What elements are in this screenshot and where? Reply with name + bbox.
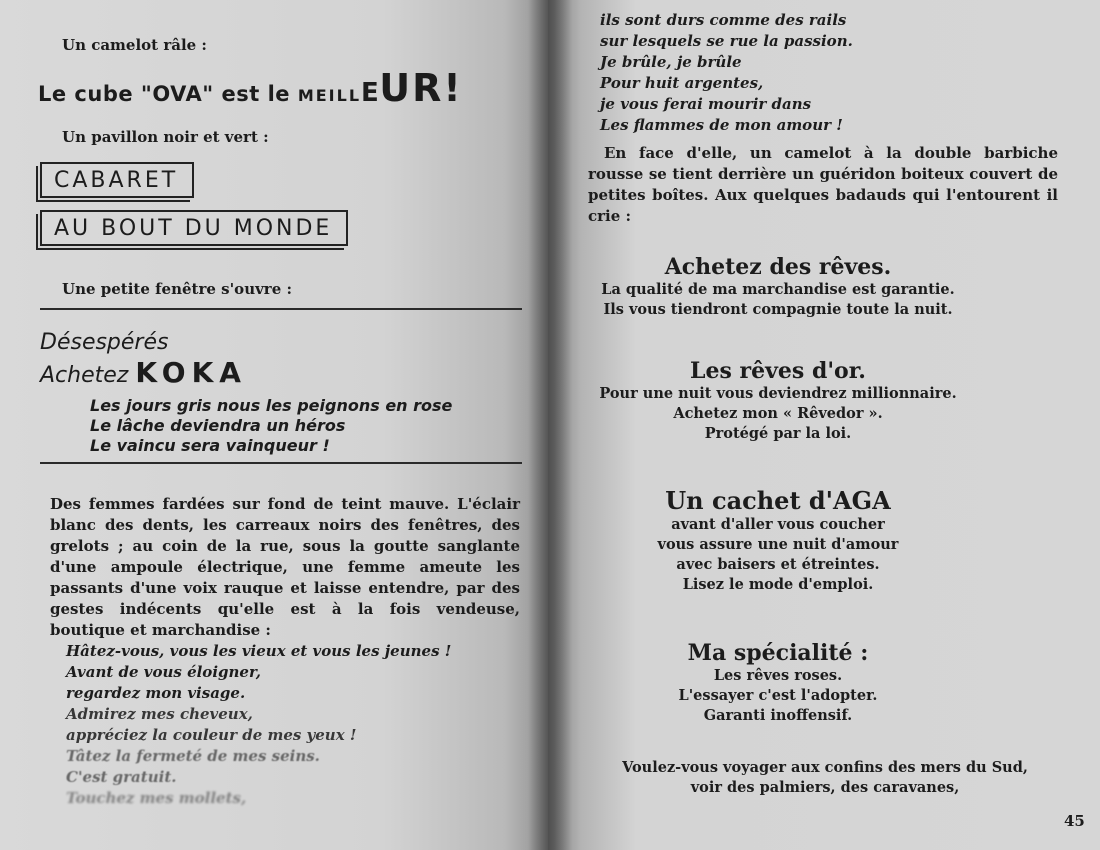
ad-line: avec baisers et étreintes. — [676, 556, 880, 573]
ad-block-gold — [538, 358, 1018, 444]
closing-line: Voulez-vous voyager aux confins des mers du Sud, — [622, 759, 1028, 776]
verse-line: regardez mon visage. — [66, 684, 246, 702]
ad-line: Les rêves roses. — [713, 667, 843, 684]
verses-right — [600, 10, 853, 136]
verses-left — [66, 641, 451, 809]
koka-brand: KOKA — [135, 356, 247, 389]
closing-line: voir des palmiers, des caravanes, — [690, 779, 960, 796]
koka-line2 — [40, 356, 247, 389]
verse-line: ils sont durs comme des rails — [600, 11, 847, 29]
ad-block-specialite — [538, 640, 1018, 726]
ad-line: L'essayer c'est l'adopter. — [678, 687, 878, 704]
verse-line: sur lesquels se rue la passion. — [600, 32, 853, 50]
slogan-part1: Le cube — [38, 82, 141, 106]
verse-line: Hâtez-vous, vous les vieux et vous les jeunes ! — [66, 642, 452, 660]
ad-title: Achetez des rêves. — [664, 254, 892, 280]
page-number: 45 — [1064, 812, 1085, 830]
ad-line: avant d'aller vous coucher — [671, 516, 885, 533]
verse-line: Admirez mes cheveux, — [66, 705, 253, 723]
intro-pavillon: Un pavillon noir et vert : — [62, 128, 269, 146]
koka-verses — [90, 396, 452, 456]
intro-fenetre: Une petite fenêtre s'ouvre : — [62, 280, 293, 298]
divider-bottom — [40, 462, 522, 464]
koka-prefix: Achetez — [40, 363, 136, 388]
divider-top — [40, 308, 522, 310]
intro-camelot: Un camelot râle : — [62, 36, 207, 54]
ad-line: Lisez le mode d'emploi. — [682, 576, 874, 593]
cabaret-sign: CABARET — [40, 162, 194, 198]
ad-line: vous assure une nuit d'amour — [657, 536, 899, 553]
verse-line: Touchez mes mollets, — [66, 789, 247, 807]
slogan-ova — [38, 66, 463, 110]
verse-line: Je brûle, je brûle — [600, 53, 742, 71]
slogan-big: UR! — [379, 66, 463, 110]
koka-line1: Désespérés — [40, 330, 169, 355]
verse-line: je vous ferai mourir dans — [600, 95, 812, 113]
verse-line: Pour huit argentes, — [600, 74, 764, 92]
koka-verse: Les jours gris nous les peignons en rose — [90, 396, 453, 415]
slogan-small-caps: MEILL — [297, 86, 362, 105]
koka-verse: Le vaincu sera vainqueur ! — [90, 436, 330, 455]
ad-line: La qualité de ma marchandise est garantie. — [601, 281, 955, 298]
prose-right: En face d'elle, un camelot à la double barbiche rousse se tient derrière un guéridon boiteux couvert de petites boîtes. Aux quelques badauds qui l'entourent il crie : — [588, 144, 1058, 225]
ad-line: Achetez mon « Rêvedor ». — [673, 405, 883, 422]
verse-line: Les flammes de mon amour ! — [600, 116, 843, 134]
prose-left: Des femmes fardées sur fond de teint mauve. L'éclair blanc des dents, les carreaux noirs des fenêtres, des grelots ; au coin de la rue, sous la goutte sanglante d'une ampoule électrique, une femme ameute les passants d'une voix rauque et laisse entendre, par des gestes indécents qu'elle est à la fois vendeuse, boutique et marchandise : — [50, 495, 520, 639]
bout-du-monde-sign: AU BOUT DU MONDE — [40, 210, 348, 246]
slogan-mid: E — [361, 78, 380, 108]
ad-line: Garanti inoffensif. — [703, 707, 853, 724]
ad-title: Un cachet d'AGA — [665, 486, 891, 515]
ad-block-aga — [538, 486, 1018, 595]
ad-line: Ils vous tiendront compagnie toute la nuit. — [603, 301, 953, 318]
ad-line: Pour une nuit vous deviendrez millionnaire. — [599, 385, 957, 402]
koka-verse: Le lâche deviendra un héros — [90, 416, 346, 435]
ad-block-dreams — [538, 254, 1018, 320]
ad-title: Les rêves d'or. — [690, 358, 866, 384]
verse-line: Avant de vous éloigner, — [66, 663, 261, 681]
verse-line: Tâtez la fermeté de mes seins. — [66, 747, 320, 765]
verse-line: C'est gratuit. — [66, 768, 177, 786]
closing-lines — [590, 758, 1060, 798]
ad-title: Ma spécialité : — [687, 640, 869, 666]
verse-line: appréciez la couleur de mes yeux ! — [66, 726, 357, 744]
slogan-part2: est le — [213, 82, 298, 106]
slogan-brand-ova: "OVA" — [140, 82, 214, 106]
ad-line: Protégé par la loi. — [704, 425, 852, 442]
